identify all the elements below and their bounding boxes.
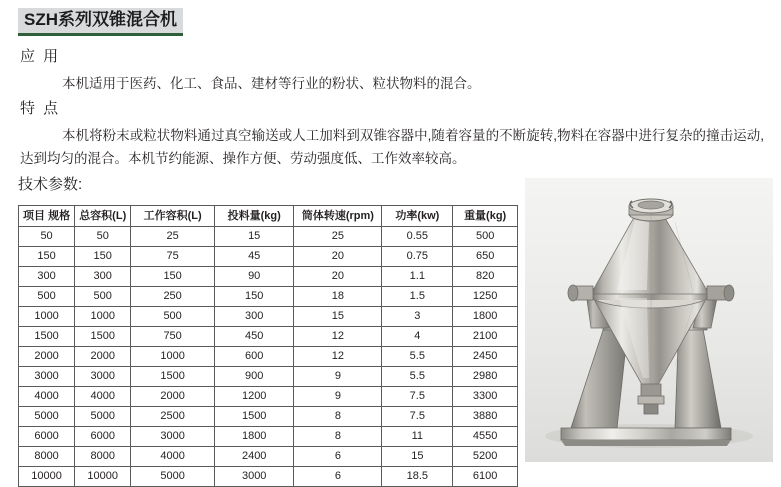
table-cell: 7.5 (382, 387, 453, 407)
table-cell: 450 (214, 327, 293, 347)
table-header-cell: 投料量(kg) (214, 206, 293, 227)
table-cell: 5.5 (382, 347, 453, 367)
table-cell: 5.5 (382, 367, 453, 387)
table-cell: 150 (214, 287, 293, 307)
table-cell: 500 (19, 287, 75, 307)
section-body-features: 本机将粉末或粒状物料通过真空输送或人工加料到双锥容器中,随着容量的不断旋转,物料在容器中进行复杂的撞击运动,达到均匀的混合。本机节约能源、操作方便、劳动强度低、工作效率较高。 (20, 128, 764, 166)
table-cell: 0.55 (382, 227, 453, 247)
table-cell: 1500 (214, 407, 293, 427)
table-cell: 2450 (453, 347, 518, 367)
table-header-cell: 项目 规格 (19, 206, 75, 227)
table-cell: 18.5 (382, 467, 453, 487)
table-cell: 650 (453, 247, 518, 267)
table-header-row (19, 206, 518, 227)
table-cell: 3000 (214, 467, 293, 487)
table-cell: 300 (214, 307, 293, 327)
table-row (19, 327, 518, 347)
table-cell: 15 (294, 307, 382, 327)
table-cell: 10000 (75, 467, 131, 487)
table-cell: 1200 (214, 387, 293, 407)
table-cell: 8 (294, 427, 382, 447)
table-cell: 600 (214, 347, 293, 367)
table-cell: 90 (214, 267, 293, 287)
table-cell: 250 (131, 287, 215, 307)
table-cell: 10000 (19, 467, 75, 487)
table-cell: 6 (294, 447, 382, 467)
table-row (19, 227, 518, 247)
table-header (19, 206, 518, 227)
table-cell: 2000 (75, 347, 131, 367)
table-cell: 500 (75, 287, 131, 307)
table-cell: 5000 (131, 467, 215, 487)
table-row (19, 307, 518, 327)
table-cell: 300 (75, 267, 131, 287)
table-cell: 9 (294, 387, 382, 407)
table-cell: 8000 (19, 447, 75, 467)
table-cell: 2980 (453, 367, 518, 387)
table-cell: 25 (131, 227, 215, 247)
table-header-cell: 总容积(L) (75, 206, 131, 227)
table-cell: 1.1 (382, 267, 453, 287)
table-cell: 150 (75, 247, 131, 267)
table-cell: 1.5 (382, 287, 453, 307)
table-cell: 1000 (131, 347, 215, 367)
table-cell: 3000 (75, 367, 131, 387)
table-cell: 6000 (19, 427, 75, 447)
table-row (19, 467, 518, 487)
table-row (19, 247, 518, 267)
table-cell: 2000 (19, 347, 75, 367)
table-row (19, 287, 518, 307)
table-row (19, 447, 518, 467)
table-cell: 4550 (453, 427, 518, 447)
table-cell: 20 (294, 247, 382, 267)
table-row (19, 367, 518, 387)
table-cell: 1250 (453, 287, 518, 307)
table-cell: 300 (19, 267, 75, 287)
table-cell: 4 (382, 327, 453, 347)
table-cell: 15 (382, 447, 453, 467)
table-cell: 150 (131, 267, 215, 287)
table-cell: 2000 (131, 387, 215, 407)
table-cell: 0.75 (382, 247, 453, 267)
table-cell: 1500 (131, 367, 215, 387)
table-header-cell: 工作容积(L) (131, 206, 215, 227)
specifications-table-wrapper (18, 205, 518, 487)
table-cell: 500 (453, 227, 518, 247)
table-cell: 750 (131, 327, 215, 347)
table-row (19, 267, 518, 287)
table-cell: 20 (294, 267, 382, 287)
table-cell: 1500 (75, 327, 131, 347)
table-cell: 3300 (453, 387, 518, 407)
table-cell: 2100 (453, 327, 518, 347)
table-cell: 1500 (19, 327, 75, 347)
table-cell: 50 (19, 227, 75, 247)
table-cell: 4000 (75, 387, 131, 407)
table-row (19, 407, 518, 427)
section-heading-application: 应 用 (20, 48, 61, 65)
table-cell: 7.5 (382, 407, 453, 427)
table-cell: 50 (75, 227, 131, 247)
table-cell: 8 (294, 407, 382, 427)
table-cell: 75 (131, 247, 215, 267)
table-cell: 1000 (19, 307, 75, 327)
table-cell: 1800 (453, 307, 518, 327)
table-cell: 8000 (75, 447, 131, 467)
table-cell: 11 (382, 427, 453, 447)
page-title: SZH系列双锥混合机 (18, 8, 183, 36)
table-cell: 12 (294, 327, 382, 347)
table-cell: 9 (294, 367, 382, 387)
section-heading-parameters: 技术参数: (18, 176, 83, 193)
section-body-application: 本机适用于医药、化工、食品、建材等行业的粉状、粒状物料的混合。 (62, 76, 481, 91)
table-cell: 4000 (19, 387, 75, 407)
table-cell: 15 (214, 227, 293, 247)
table-cell: 900 (214, 367, 293, 387)
specifications-table (18, 205, 518, 487)
table-cell: 3 (382, 307, 453, 327)
table-cell: 3000 (131, 427, 215, 447)
table-cell: 6100 (453, 467, 518, 487)
table-row (19, 387, 518, 407)
table-header-cell: 筒体转速(rpm) (294, 206, 382, 227)
table-row (19, 427, 518, 447)
table-cell: 500 (131, 307, 215, 327)
table-cell: 45 (214, 247, 293, 267)
table-header-cell: 重量(kg) (453, 206, 518, 227)
table-body (19, 227, 518, 487)
section-heading-features: 特 点 (20, 100, 61, 117)
table-cell: 3880 (453, 407, 518, 427)
table-cell: 3000 (19, 367, 75, 387)
table-cell: 25 (294, 227, 382, 247)
table-cell: 18 (294, 287, 382, 307)
table-cell: 5000 (75, 407, 131, 427)
product-photo (525, 178, 773, 462)
table-cell: 12 (294, 347, 382, 367)
table-row (19, 347, 518, 367)
table-cell: 6 (294, 467, 382, 487)
table-cell: 150 (19, 247, 75, 267)
table-cell: 5200 (453, 447, 518, 467)
table-cell: 820 (453, 267, 518, 287)
table-cell: 4000 (131, 447, 215, 467)
table-cell: 1000 (75, 307, 131, 327)
table-cell: 2400 (214, 447, 293, 467)
table-header-cell: 功率(kw) (382, 206, 453, 227)
table-cell: 1800 (214, 427, 293, 447)
table-cell: 6000 (75, 427, 131, 447)
table-cell: 2500 (131, 407, 215, 427)
table-cell: 5000 (19, 407, 75, 427)
